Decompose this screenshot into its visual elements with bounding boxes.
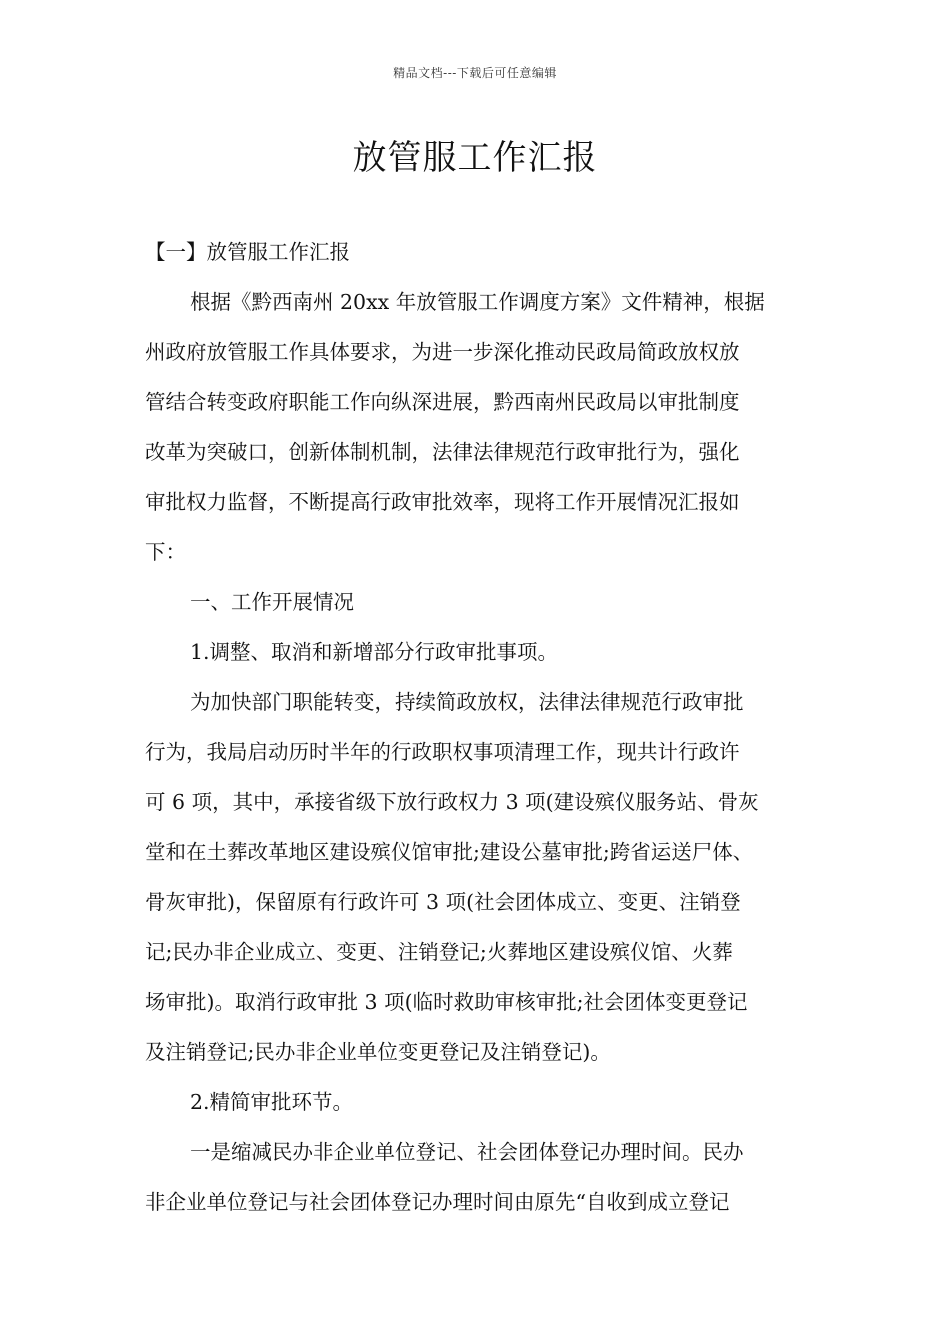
paragraph-line: 一是缩减民办非企业单位登记、社会团体登记办理时间。民办 — [190, 1140, 744, 1164]
paragraph-line: 州政府放管服工作具体要求，为进一步深化推动民政局简政放权放 — [145, 340, 740, 364]
paragraph-line: 审批权力监督，不断提高行政审批效率，现将工作开展情况汇报如 — [145, 490, 740, 514]
header-note: 精品文档---下载后可任意编辑 — [393, 66, 557, 80]
paragraph-line: 根据《黔西南州 20xx 年放管服工作调度方案》文件精神，根据 — [190, 290, 765, 314]
paragraph-line: 可 6 项，其中，承接省级下放行政权力 3 项(建设殡仪服务站、骨灰 — [145, 790, 759, 814]
paragraph-line: 行为，我局启动历时半年的行政职权事项清理工作，现共计行政许 — [145, 740, 740, 764]
paragraph-line: 及注销登记;民办非企业单位变更登记及注销登记)。 — [145, 1040, 611, 1064]
paragraph-line: 改革为突破口，创新体制机制，法律法律规范行政审批行为，强化 — [145, 440, 740, 464]
paragraph-line: 管结合转变政府职能工作向纵深进展，黔西南州民政局以审批制度 — [145, 390, 740, 414]
paragraph-line: 下： — [145, 540, 186, 564]
paragraph-line: 一、工作开展情况 — [190, 590, 354, 614]
paragraph-line: 1.调整、取消和新增部分行政审批事项。 — [190, 640, 559, 664]
paragraph-line: 为加快部门职能转变，持续简政放权，法律法律规范行政审批 — [190, 690, 744, 714]
paragraph-line: 骨灰审批)，保留原有行政许可 3 项(社会团体成立、变更、注销登 — [145, 890, 741, 914]
paragraph-line: 场审批)。取消行政审批 3 项(临时救助审核审批;社会团体变更登记 — [145, 990, 748, 1014]
paragraph-line: 堂和在土葬改革地区建设殡仪馆审批;建设公墓审批;跨省运送尸体、 — [145, 840, 754, 864]
document-title: 放管服工作汇报 — [352, 138, 598, 178]
paragraph-line: 2.精简审批环节。 — [190, 1090, 354, 1114]
paragraph-line: 记;民办非企业成立、变更、注销登记;火葬地区建设殡仪馆、火葬 — [145, 940, 733, 964]
paragraph-line: 非企业单位登记与社会团体登记办理时间由原先“自收到成立登记 — [145, 1190, 730, 1214]
paragraph-line: 【一】放管服工作汇报 — [145, 240, 350, 264]
document-body — [145, 227, 807, 1227]
